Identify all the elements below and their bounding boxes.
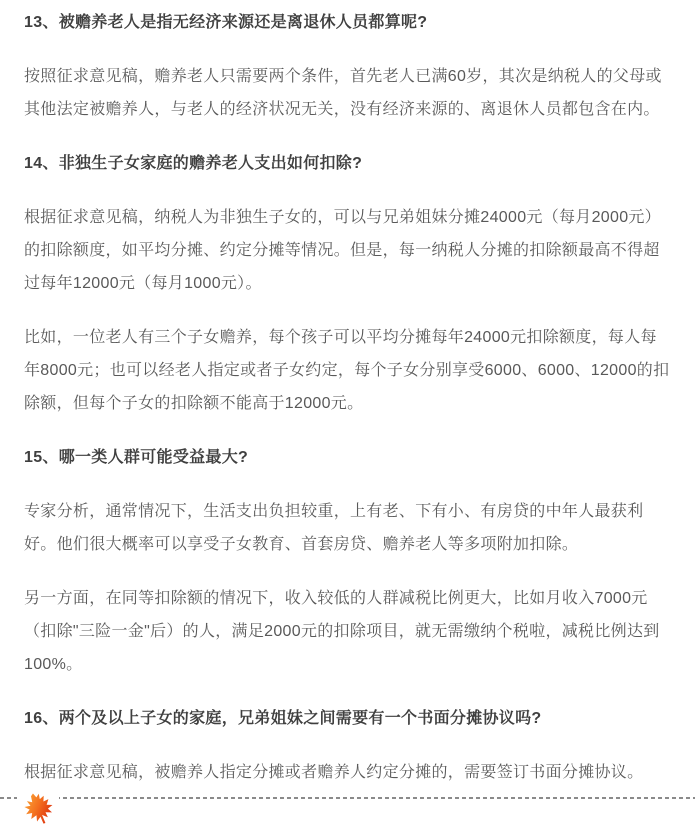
maple-leaf-icon (17, 790, 59, 825)
question-16-heading: 16、两个及以上子女的家庭，兄弟姐妹之间需要有一个书面分摊协议吗? (24, 710, 542, 727)
dashed-divider (0, 797, 695, 799)
question-14-heading: 14、非独生子女家庭的赡养老人支出如何扣除? (24, 155, 363, 172)
article-footer (0, 790, 695, 825)
question-13-heading: 13、被赡养老人是指无经济来源还是离退休人员都算呢? (24, 14, 428, 31)
question-15-heading: 15、哪一类人群可能受益最大? (24, 449, 249, 466)
answer-14-paragraph-2: 比如，一位老人有三个子女赡养，每个孩子可以平均分摊每年24000元扣除额度，每人每年8000元；也可以经老人指定或者子女约定，每个子女分别享受6000、6000、12000的扣除额，但每个子女的扣除额不能高于12000元。 (24, 329, 670, 412)
answer-16-paragraph: 根据征求意见稿，被赡养人指定分摊或者赡养人约定分摊的，需要签订书面分摊协议。 (24, 764, 644, 781)
answer-14-paragraph-1: 根据征求意见稿，纳税人为非独生子女的，可以与兄弟姐妹分摊24000元（每月2000元）的扣除额度，如平均分摊、约定分摊等情况。但是，每一纳税人分摊的扣除额最高不得超过每年12000元（每月1000元）。 (24, 209, 661, 292)
answer-13-paragraph: 按照征求意见稿，赡养老人只需要两个条件，首先老人已满60岁，其次是纳税人的父母或其他法定被赡养人，与老人的经济状况无关，没有经济来源的、离退休人员都包含在内。 (24, 68, 662, 118)
answer-15-paragraph-1: 专家分析，通常情况下，生活支出负担较重，上有老、下有小、有房贷的中年人最获利好。他们很大概率可以享受子女教育、首套房贷、赡养老人等多项附加扣除。 (24, 503, 644, 553)
article-body (0, 6, 695, 789)
answer-15-paragraph-2: 另一方面，在同等扣除额的情况下，收入较低的人群减税比例更大，比如月收入7000元（扣除"三险一金"后）的人，满足2000元的扣除项目，就无需缴纳个税啦，减税比例达到100%。 (24, 590, 660, 673)
